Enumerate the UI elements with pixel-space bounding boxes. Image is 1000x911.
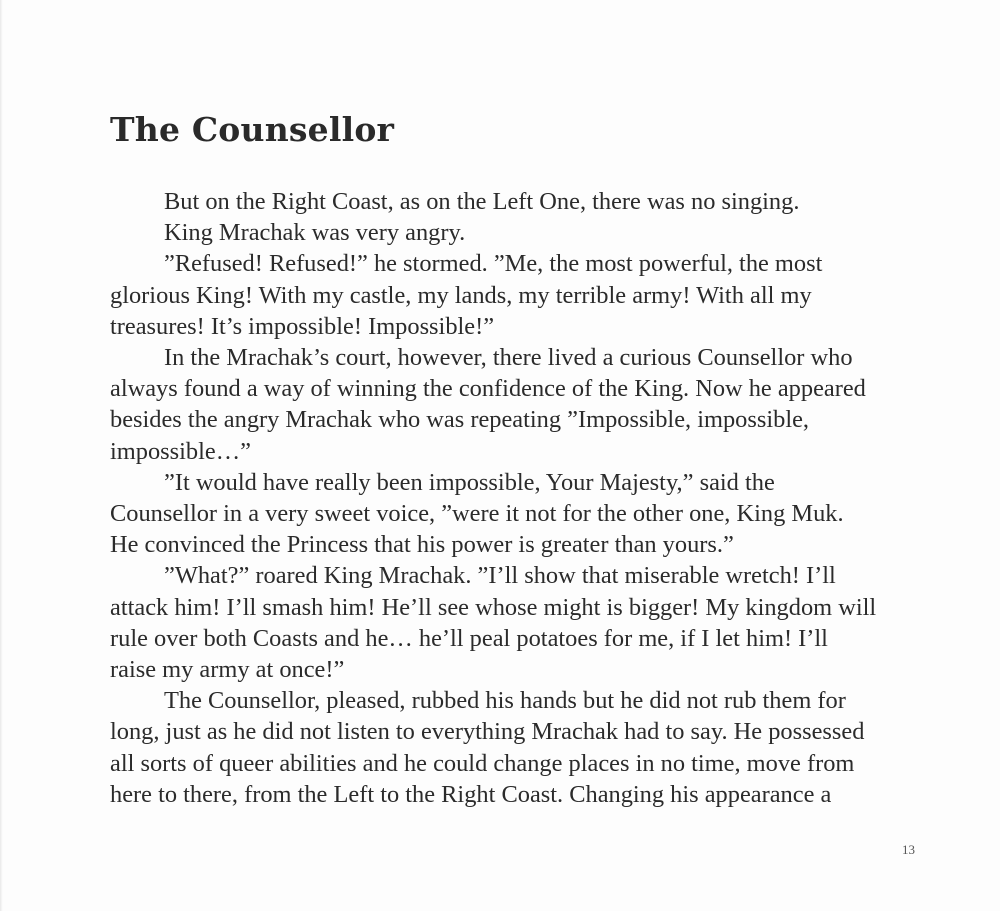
text-line: ”Refused! Refused!” he stormed. ”Me, the most powerful, the most bbox=[164, 250, 823, 278]
text-line: all sorts of queer abilities and he could change places in no time, move from bbox=[110, 749, 855, 777]
text-line: glorious King! With my castle, my lands, my terrible army! With all my bbox=[110, 281, 812, 309]
text-line: here to there, from the Left to the Right Coast. Changing his appearance a bbox=[110, 780, 832, 808]
text-line: ”It would have really been impossible, Your Majesty,” said the bbox=[164, 468, 775, 496]
text-line: King Mrachak was very angry. bbox=[164, 219, 466, 247]
text-line: besides the angry Mrachak who was repeating ”Impossible, impossible, bbox=[110, 406, 810, 434]
text-line: raise my army at once!” bbox=[110, 656, 345, 684]
text-line: ”What?” roared King Mrachak. ”I’ll show that miserable wretch! I’ll bbox=[164, 562, 836, 590]
text-line: attack him! I’ll smash him! He’ll see whose might is bigger! My kingdom will bbox=[110, 593, 877, 621]
text-line: The Counsellor, pleased, rubbed his hands but he did not rub them for bbox=[164, 687, 846, 715]
chapter-title: The Counsellor bbox=[110, 110, 395, 149]
text-line: He convinced the Princess that his power is greater than yours.” bbox=[110, 531, 734, 559]
page-edge bbox=[0, 0, 3, 911]
chapter-body bbox=[110, 186, 960, 810]
text-line: rule over both Coasts and he… he’ll peal potatoes for me, if I let him! I’ll bbox=[110, 624, 828, 652]
text-line: long, just as he did not listen to everything Mrachak had to say. He possessed bbox=[110, 718, 865, 746]
text-line: impossible…” bbox=[110, 437, 251, 465]
page-number: 13 bbox=[902, 842, 915, 857]
text-line: But on the Right Coast, as on the Left One, there was no singing. bbox=[164, 188, 800, 215]
text-line: Counsellor in a very sweet voice, ”were it not for the other one, King Muk. bbox=[110, 500, 844, 528]
text-line: always found a way of winning the confidence of the King. Now he appeared bbox=[110, 375, 866, 403]
text-line: treasures! It’s impossible! Impossible!” bbox=[110, 312, 495, 340]
text-line: In the Mrachak’s court, however, there lived a curious Counsellor who bbox=[164, 344, 853, 372]
